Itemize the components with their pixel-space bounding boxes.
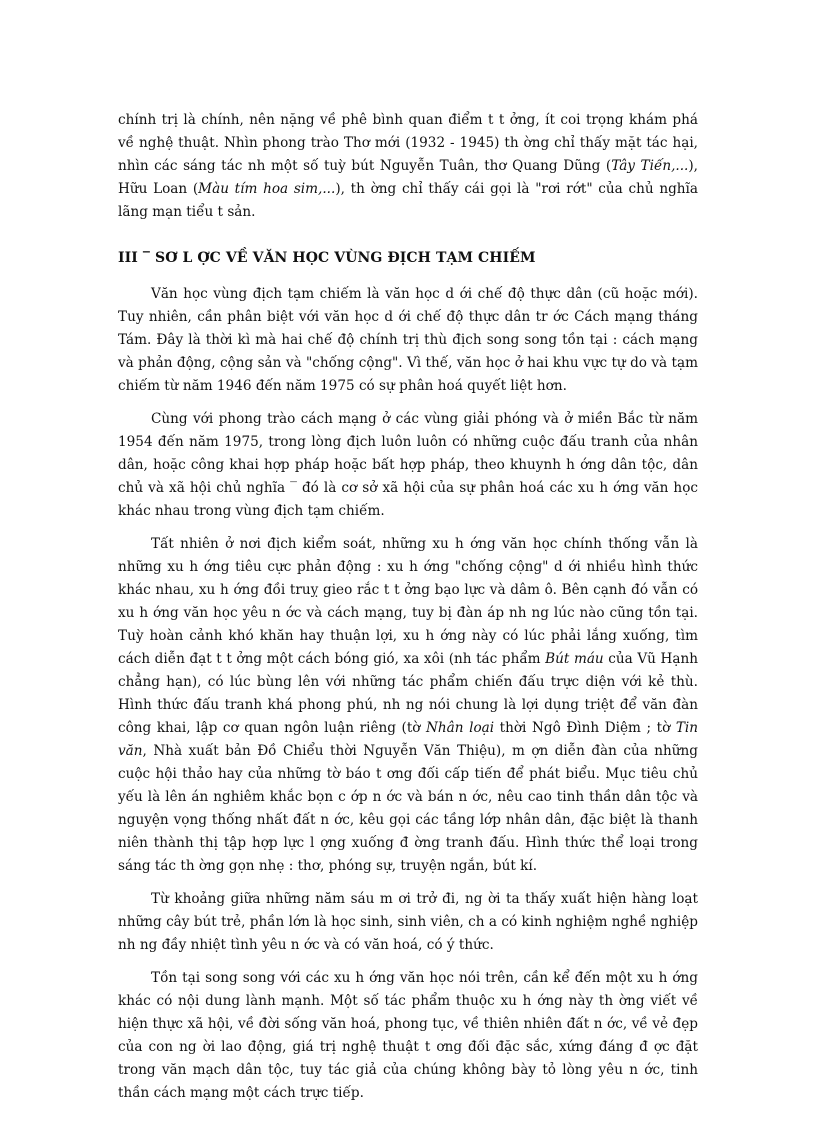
paragraph-3: Tất nhiên ở nơi địch kiểm soát, những xu h ớng văn học chính thống vẫn là những xu h ớng tiêu cực phản động : xu h ớng "chống cộng" d ới nhiều hình thức khác nhau, xu h ớng đồi truỵ gieo rắc t t ởng bạo lực và dâm ô. Bên cạnh đó vẫn có xu h ớng văn học yêu n ớc và cách mạng, tuy bị đàn áp nh ng lúc nào cũng tồn tại. Tuỳ hoàn cảnh khó khăn hay thuận lợi, xu h ớng này có lúc phải lắng xuống, tìm cách diễn đạt t t ởng một cách bóng gió, xa xôi (nh tác phẩm Bút máu của Vũ Hạnh chẳng hạn), có lúc bùng lên với những tác phẩm chiến đấu trực diện với kẻ thù. Hình thức đấu tranh khá phong phú, nh ng nói chung là lợi dụng triệt để văn đàn công khai, lập cơ quan ngôn luận riêng (tờ Nhân loại thời Ngô Đình Diệm ; tờ Tin văn, Nhà xuất bản Đồ Chiểu thời Nguyễn Văn Thiệu), m ợn diễn đàn của những cuộc hội thảo hay của những tờ báo t ơng đối cấp tiến để phát biểu. Mục tiêu chủ yếu là lên án nghiêm khắc bọn c ớp n ớc và bán n ớc, nêu cao tinh thần dân tộc và nguyện vọng thống nhất đất n ớc, kêu gọi các tầng lớp nhân dân, đặc biệt là thanh niên thành thị tập hợp lực l ợng xuống đ ờng tranh đấu. Hình thức thể loại trong sáng tác th ờng gọn nhẹ : thơ, phóng sự, truyện ngắn, bút kí. (118, 536, 698, 874)
paragraph-5: Tồn tại song song với các xu h ớng văn học nói trên, cần kể đến một xu h ớng khác có nội dung lành mạnh. Một số tác phẩm thuộc xu h ớng này th ờng viết về hiện thực xã hội, về đời sống văn hoá, phong tục, về thiên nhiên đất n ớc, về vẻ đẹp của con ng ời lao động, giá trị nghệ thuật t ơng đối đặc sắc, xứng đáng đ ợc đặt trong văn mạch dân tộc, tuy tác giả của chúng không bày tỏ lòng yêu n ớc, tinh thần cách mạng một cách trực tiếp. (118, 970, 698, 1101)
paragraph-2: Cùng với phong trào cách mạng ở các vùng giải phóng và ở miền Bắc từ năm 1954 đến năm 1975, trong lòng địch luôn luôn có những cuộc đấu tranh của nhân dân, hoặc công khai hợp pháp hoặc bất hợp pháp, theo khuynh h ớng dân tộc, dân chủ và xã hội chủ nghĩa ‾ đó là cơ sở xã hội của sự phân hoá các xu h ớng văn học khác nhau trong vùng địch tạm chiếm. (118, 411, 698, 519)
section-heading: III ‾ SƠ L ỢC VỀ VĂN HỌC VÙNG ĐỊCH TẠM CHIẾM (118, 250, 536, 266)
intro-paragraph: chính trị là chính, nên nặng về phê bình quan điểm t t ởng, ít coi trọng khám phá về nghệ thuật. Nhìn phong trào Thơ mới (1932 - 1945) th ờng chỉ thấy mặt tác hại, nhìn các sáng tác nh một số tuỳ bút Nguyễn Tuân, thơ Quang Dũng (Tây Tiến,...), Hữu Loan (Màu tím hoa sim,...), th ờng chỉ thấy cái gọi là "rơi rớt" của chủ nghĩa lãng mạn tiểu t sản. (118, 112, 698, 220)
document-page (118, 109, 698, 1105)
paragraph-4: Từ khoảng giữa những năm sáu m ơi trở đi, ng ời ta thấy xuất hiện hàng loạt những cây bút trẻ, phần lớn là học sinh, sinh viên, ch a có kinh nghiệm nghề nghiệp nh ng đầy nhiệt tình yêu n ớc và có văn hoá, có ý thức. (118, 891, 698, 953)
paragraph-1: Văn học vùng địch tạm chiếm là văn học d ới chế độ thực dân (cũ hoặc mới). Tuy nhiên, cần phân biệt với văn học d ới chế độ thực dân tr ớc Cách mạng tháng Tám. Đây là thời kì mà hai chế độ chính trị thù địch song song tồn tại : cách mạng và phản động, cộng sản và "chống cộng". Vì thế, văn học ở hai khu vực tự do và tạm chiếm từ năm 1946 đến năm 1975 có sự phân hoá quyết liệt hơn. (118, 286, 698, 394)
